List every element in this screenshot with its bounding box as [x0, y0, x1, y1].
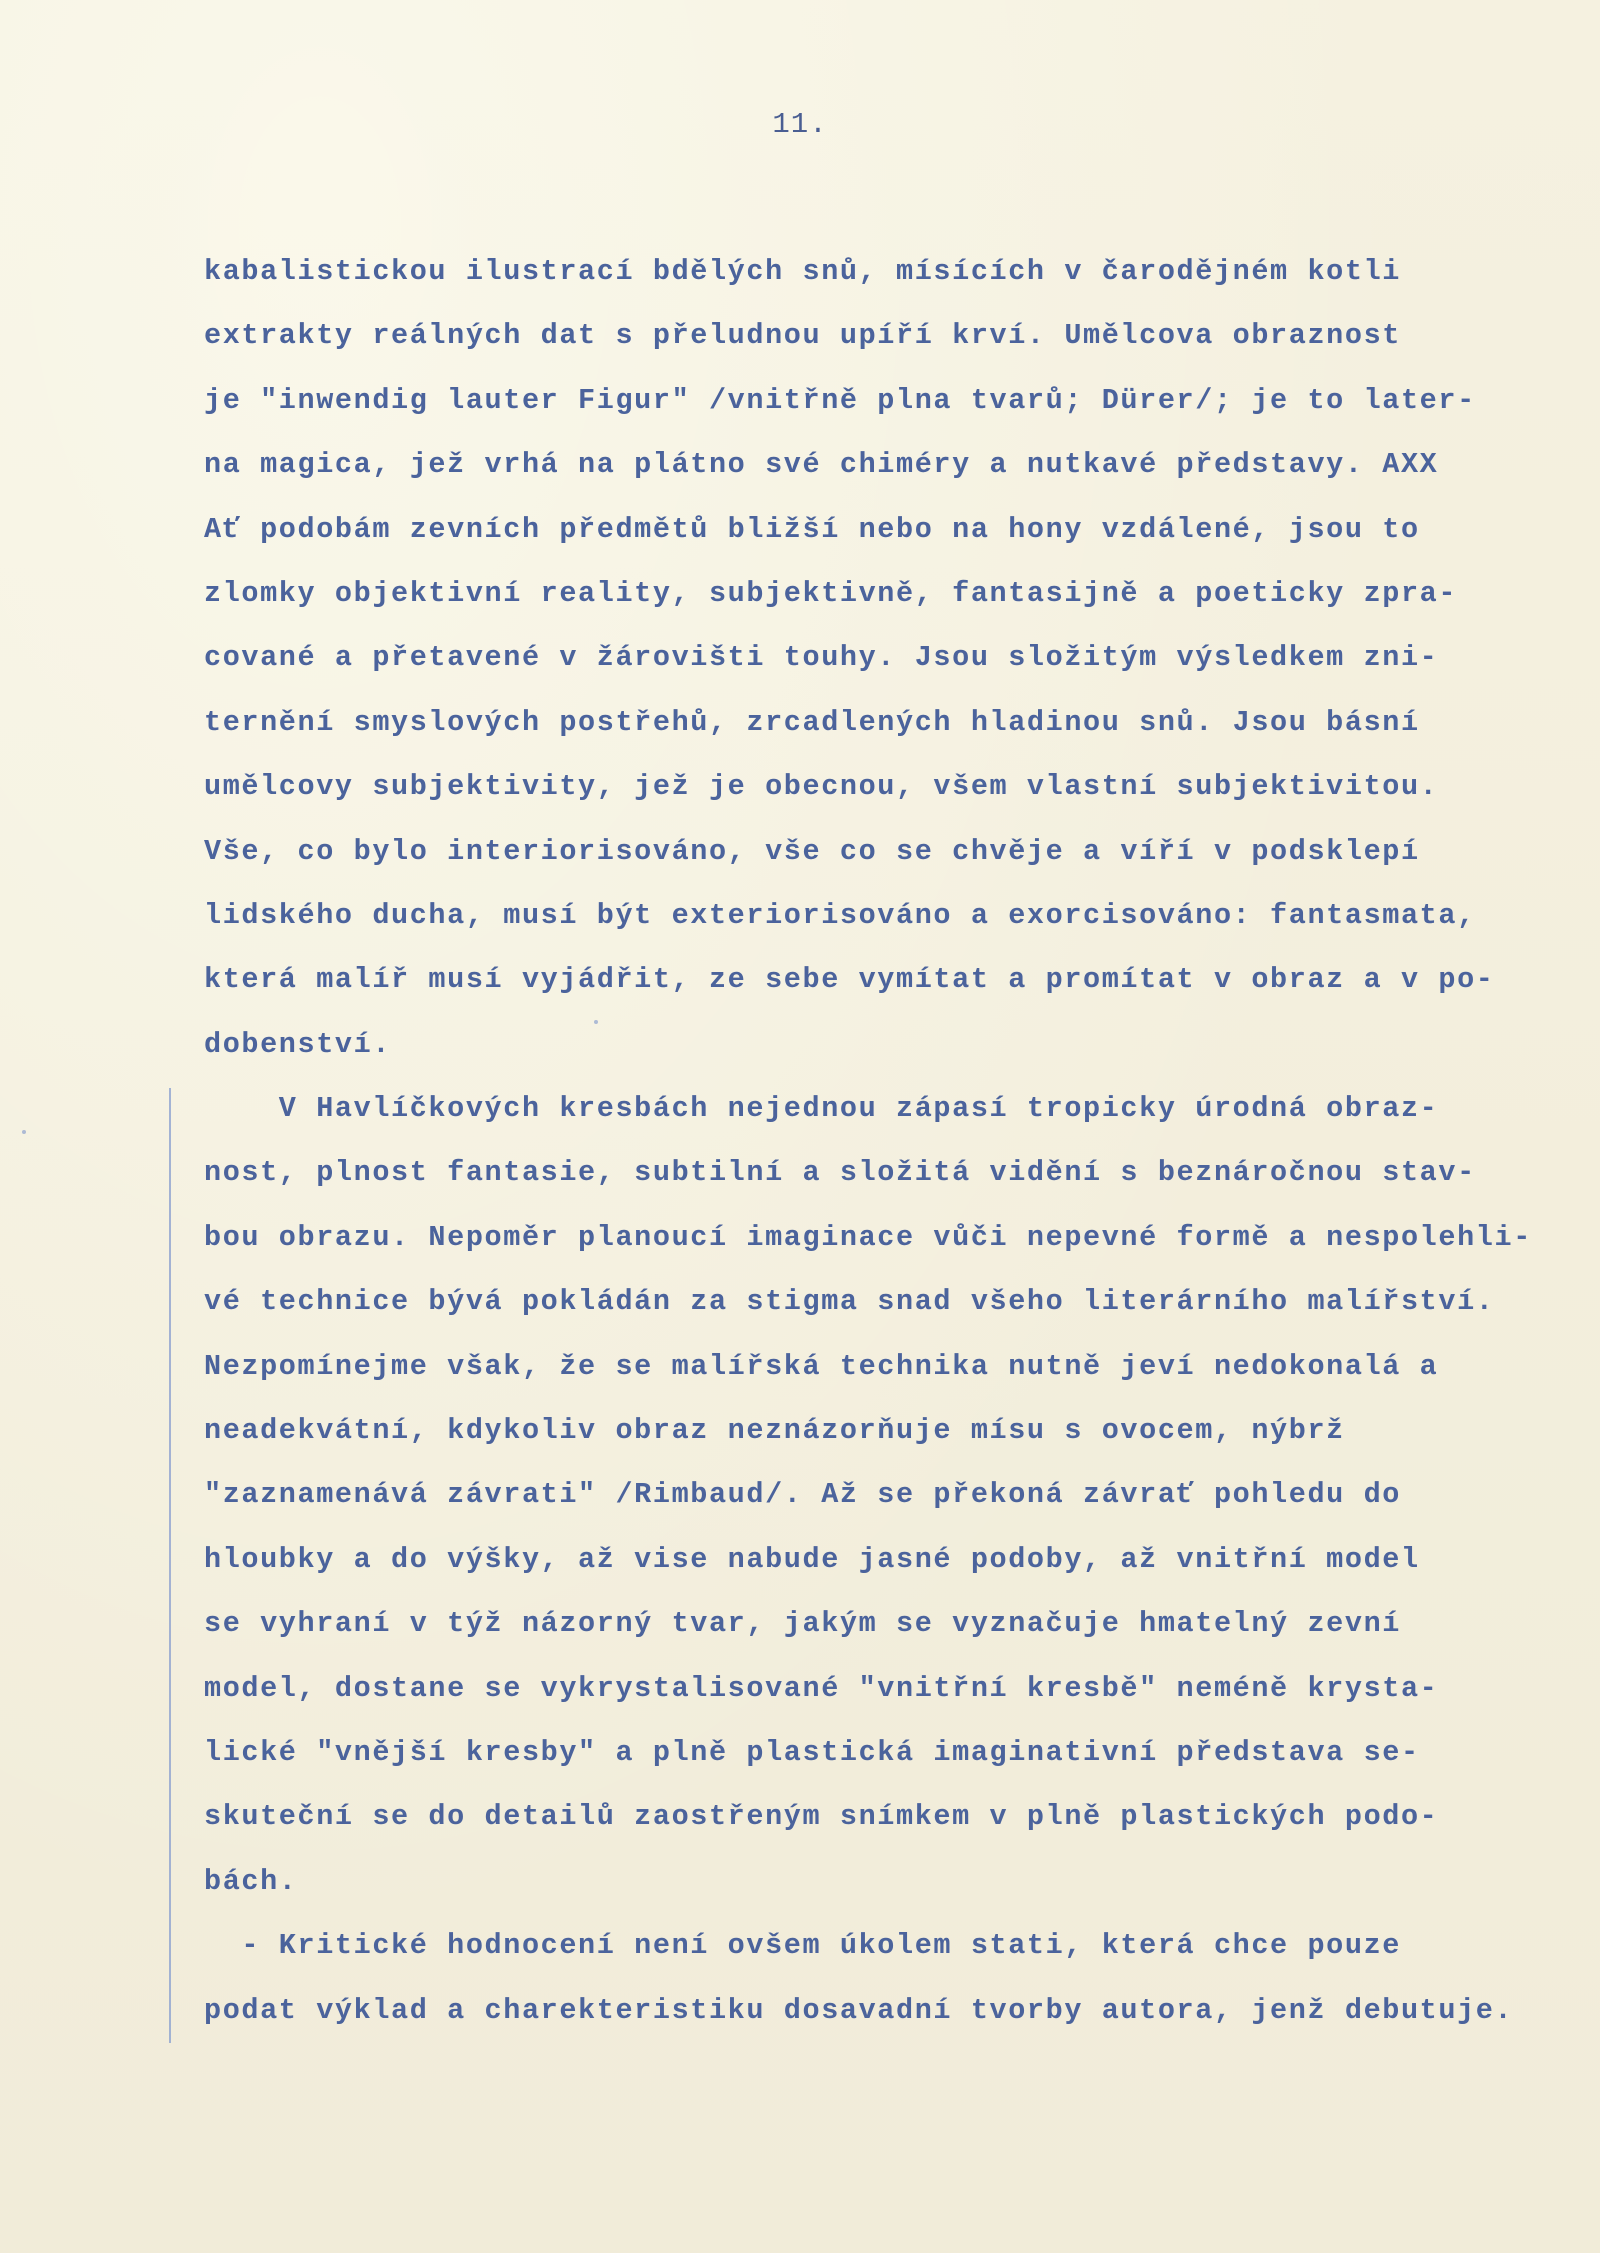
typewritten-text [204, 240, 1544, 2043]
text-line: se vyhraní v týž názorný tvar, jakým se vyznačuje hmatelný zevní [204, 1607, 1401, 1641]
text-line: umělcovy subjektivity, jež je obecnou, všem vlastní subjektivitou. [204, 770, 1439, 804]
text-line: hloubky a do výšky, až vise nabude jasné podoby, až vnitřní model [204, 1542, 1420, 1576]
text-line: neadekvátní, kdykoliv obraz neznázorňuje mísu s ovocem, nýbrž [204, 1414, 1345, 1448]
text-line: je "inwendig lauter Figur" /vnitřně plna tvarů; Dürer/; je to later- [204, 383, 1476, 417]
text-line: extrakty reálných dat s přeludnou upíří krví. Umělcova obraznost [204, 319, 1401, 353]
text-line: bou obrazu. Nepoměr planoucí imaginace vůči nepevné formě a nespolehli- [204, 1220, 1532, 1254]
text-line: zlomky objektivní reality, subjektivně, fantasijně a poeticky zpra- [204, 576, 1458, 610]
text-line: Vše, co bylo interiorisováno, vše co se chvěje a víří v podsklepí [204, 834, 1420, 868]
ink-speck [22, 1130, 26, 1134]
text-line: která malíř musí vyjádřit, ze sebe vymítat a promítat v obraz a v po- [204, 963, 1495, 997]
text-line: vé technice bývá pokládán za stigma snad všeho literárního malířství. [204, 1285, 1495, 1319]
text-line: podat výklad a charekteristiku dosavadní tvorby autora, jenž debutuje. [204, 1993, 1514, 2027]
text-line: model, dostane se vykrystalisované "vnitřní kresbě" neméně krysta- [204, 1671, 1439, 1705]
text-line: Nezpomínejme však, že se malířská technika nutně jeví nedokonalá a [204, 1349, 1439, 1383]
text-line: nost, plnost fantasie, subtilní a složitá vidění s beznáročnou stav- [204, 1156, 1476, 1190]
text-line: na magica, jež vrhá na plátno své chiméry a nutkavé představy. AXX [204, 448, 1439, 482]
margin-pencil-line [169, 1088, 171, 2043]
text-line: kabalistickou ilustrací bdělých snů, mísících v čarodějném kotli [204, 255, 1401, 288]
text-line: dobenství. [204, 1027, 392, 1061]
text-line: ternění smyslových postřehů, zrcadlených hladinou snů. Jsou básní [204, 705, 1420, 739]
text-line: Ať podobám zevních předmětů bližší nebo na hony vzdálené, jsou to [204, 512, 1420, 546]
text-line: V Havlíčkových kresbách nejednou zápasí tropicky úrodná obraz- [204, 1092, 1439, 1126]
page-number: 11. [772, 108, 828, 141]
text-line: bách. [204, 1864, 298, 1898]
text-line: cované a přetavené v žárovišti touhy. Jsou složitým výsledkem zni- [204, 641, 1439, 675]
text-line: - Kritické hodnocení není ovšem úkolem stati, která chce pouze [204, 1929, 1401, 1963]
text-line: lidského ducha, musí být exteriorisováno a exorcisováno: fantasmata, [204, 898, 1476, 932]
text-line: lické "vnější kresby" a plně plastická imaginativní představa se- [204, 1735, 1420, 1769]
text-line: "zaznamenává závrati" /Rimbaud/. Až se překoná závrať pohledu do [204, 1478, 1401, 1512]
text-line: skuteční se do detailů zaostřeným snímkem v plně plastických podo- [204, 1800, 1439, 1834]
